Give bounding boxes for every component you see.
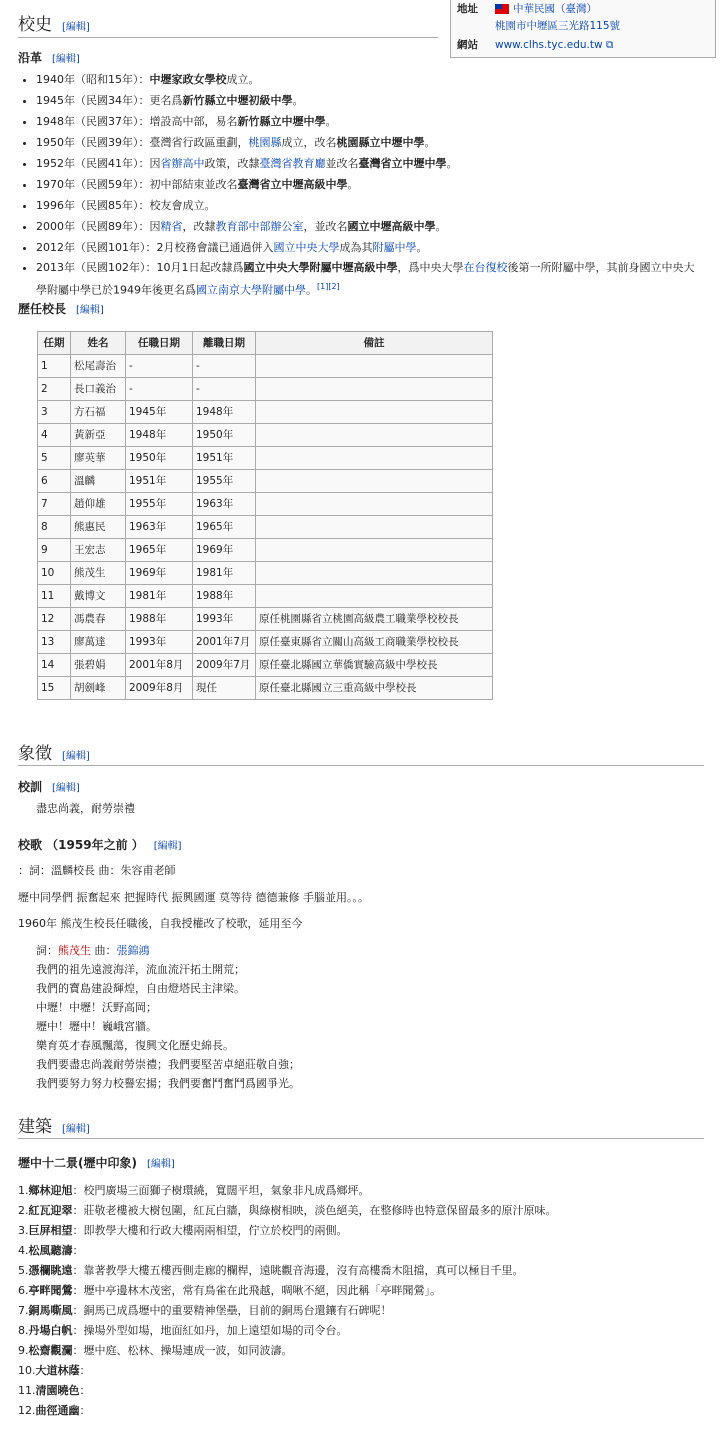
list-item (18, 1301, 557, 1321)
table-cell: 1969年 (193, 539, 256, 562)
scene-name: 憑欄眺遠 (28, 1264, 73, 1277)
item-number: 2. (18, 1204, 29, 1217)
table-cell: - (126, 355, 193, 378)
scene-description: ： (79, 1364, 91, 1377)
scene-name: 紅瓦迎翠 (28, 1204, 73, 1217)
table-cell: 1 (38, 355, 71, 378)
lyric-line: 我們的寶島建設輝煌，自由燈塔民主津梁。 (36, 982, 245, 995)
column-header: 離職日期 (193, 332, 256, 355)
table-cell (256, 470, 493, 493)
infobox-address-row (457, 1, 709, 35)
scene-description: ：壢中庭、松林、操場連成一波，如同波濤。 (72, 1344, 293, 1357)
table-cell (256, 539, 493, 562)
table-cell: 2009年7月 (193, 654, 256, 677)
section-title-song: 校歌 （1959年之前 ） [編輯] (18, 838, 182, 852)
table-cell: 1969年 (126, 562, 193, 585)
table-cell: 15 (38, 677, 71, 700)
table-cell: 原任臺東縣省立關山高級工商職業學校校長 (256, 631, 493, 654)
edit-link[interactable]: [編輯] (52, 783, 80, 794)
table-cell: 6 (38, 470, 71, 493)
table-cell (256, 493, 493, 516)
table-cell: 1988年 (126, 608, 193, 631)
item-number: 10. (18, 1364, 36, 1377)
list-item: • 2000年（民國89年）：因精省，改隸教育部中部辦公室，並改名國立中壢高級中學。 (36, 216, 696, 237)
infobox-address-label: 地址 (457, 3, 478, 15)
table-row (38, 562, 493, 585)
table-cell: - (193, 355, 256, 378)
table-row (38, 378, 493, 401)
table-cell: 1963年 (193, 493, 256, 516)
lyric-line: 我們要盡忠尚義耐勞崇禮；我們要堅苦卓絕莊敬自強； (36, 1058, 300, 1071)
link[interactable]: 在台復校 (463, 261, 508, 274)
edit-link[interactable]: [編輯] (146, 1159, 175, 1170)
link[interactable]: 附屬中學 (372, 241, 417, 254)
scene-description: ：即教學大樓和行政大樓兩兩相望，佇立於校門的兩側。 (72, 1224, 348, 1237)
section-title-history: 校史 [編輯] (18, 15, 90, 35)
table-cell: 現任 (193, 677, 256, 700)
song-lyrics (36, 941, 300, 1093)
scene-description: ：操場外型如場，地面紅如丹，加上遠望如場的司令台。 (72, 1324, 348, 1337)
table-cell: 馮農春 (71, 608, 126, 631)
table-cell: 3 (38, 401, 71, 424)
infobox-website-row (457, 37, 709, 54)
scene-name: 大道林蔭 (35, 1364, 80, 1377)
scene-description: ：莊敬老樓被大樹包圍，紅瓦白牆，與綠樹相映，淡色絕美，在整修時也特意保留最多的原汁原味。 (72, 1204, 557, 1217)
edit-link[interactable]: [編輯] (62, 22, 90, 33)
infobox (450, 0, 716, 58)
lyric-line: 樂育英才春風飄蕩，復興文化歷史綿長。 (36, 1039, 234, 1052)
table-cell: 8 (38, 516, 71, 539)
table-cell (256, 516, 493, 539)
scene-description: ：銅馬已成爲壢中的重要精神堡壘，目前的銅馬台還鑲有石碑呢！ (72, 1304, 392, 1317)
table-cell: 1948年 (193, 401, 256, 424)
list-item (18, 1401, 557, 1421)
table-cell: 1988年 (193, 585, 256, 608)
link[interactable]: 桃園縣 (248, 136, 282, 149)
composer-link[interactable]: 張錦鴻 (116, 944, 150, 957)
country-link[interactable]: 中華民國（臺灣） (513, 3, 597, 15)
item-number: 3. (18, 1224, 29, 1237)
table-cell: - (193, 378, 256, 401)
list-item (18, 1221, 557, 1241)
link[interactable]: 國立中央大學 (273, 241, 340, 254)
table-cell: 廖萬達 (71, 631, 126, 654)
song-note: 1960年 熊茂生校長任職後，自我授權改了校歌，延用至今 (18, 917, 303, 930)
lyric-line: 壢中！壢中！巍峨宮牆。 (36, 1020, 157, 1033)
link[interactable]: 精省 (160, 220, 183, 233)
list-item: • 1952年（民國41年）：因省辦高中政策，改隸臺灣省教育廳並改名臺灣省立中壢中學。 (36, 153, 696, 174)
table-cell: 1955年 (126, 493, 193, 516)
scene-name: 銅馬嘶風 (28, 1304, 73, 1317)
column-header: 備註 (256, 332, 493, 355)
table-header-row (38, 332, 493, 355)
scenery-list (18, 1181, 557, 1421)
scene-name: 巨屏相望 (28, 1224, 73, 1237)
section-title-evolution: 沿革 [編輯] (18, 51, 80, 65)
link[interactable]: 國立南京大學附屬中學 (196, 283, 306, 297)
column-header: 姓名 (71, 332, 126, 355)
table-cell: - (126, 378, 193, 401)
link[interactable]: 省辦高中 (160, 157, 205, 170)
list-item: • 1945年（民國34年）：更名爲新竹縣立中壢初級中學。 (36, 90, 696, 111)
table-cell: 方石福 (71, 401, 126, 424)
item-number: 9. (18, 1344, 29, 1357)
table-cell: 1965年 (126, 539, 193, 562)
edit-link[interactable]: [編輯] (76, 305, 104, 316)
song-credit-new: 詞：熊茂生 曲：張錦鴻 (36, 944, 150, 957)
table-cell: 1993年 (126, 631, 193, 654)
table-cell: 1981年 (193, 562, 256, 585)
item-number: 11. (18, 1384, 36, 1397)
history-list (22, 69, 696, 300)
infobox-website-label: 網站 (457, 38, 478, 51)
song-credit-old: ：詞：溫麟校長 曲：朱容甫老師 (18, 864, 176, 877)
table-cell: 2001年8月 (126, 654, 193, 677)
table-cell (256, 562, 493, 585)
edit-link[interactable]: [編輯] (62, 751, 90, 762)
table-cell: 胡劍峰 (71, 677, 126, 700)
list-item (18, 1361, 557, 1381)
lyric-line: 中壢！中壢！沃野高岡； (36, 1001, 157, 1014)
table-cell: 1965年 (193, 516, 256, 539)
table-row (38, 677, 493, 700)
table-row (38, 401, 493, 424)
table-cell: 1945年 (126, 401, 193, 424)
table-cell: 松尾壽治 (71, 355, 126, 378)
table-cell: 9 (38, 539, 71, 562)
table-cell: 廖英華 (71, 447, 126, 470)
table-row (38, 654, 493, 677)
table-cell: 10 (38, 562, 71, 585)
table-cell: 1951年 (193, 447, 256, 470)
scene-name: 清園曉色 (35, 1384, 80, 1397)
list-item (18, 1341, 557, 1361)
lyric-line: 我們要努力努力校譽宏揚；我們要奮鬥奮鬥爲國爭光。 (36, 1077, 300, 1090)
scene-name: 鄉林迎旭 (28, 1184, 73, 1197)
table-cell: 王宏志 (71, 539, 126, 562)
scene-name: 松齋觀瀾 (28, 1344, 73, 1357)
table-cell: 1981年 (126, 585, 193, 608)
website-link[interactable]: www.clhs.tyc.edu.tw (495, 38, 603, 51)
item-number: 12. (18, 1404, 36, 1417)
table-cell: 7 (38, 493, 71, 516)
motto-text: 盡忠尚義，耐勞崇禮 (36, 802, 135, 815)
principals-table (37, 331, 493, 700)
list-item: • 2012年（民國101年）：2月校務會議已通過併入國立中央大學成為其附屬中學。 (36, 237, 696, 258)
list-item (18, 1381, 557, 1401)
table-row (38, 447, 493, 470)
list-item (18, 1261, 557, 1281)
table-cell: 1950年 (126, 447, 193, 470)
link[interactable]: 教育部中部辦公室 (215, 220, 304, 233)
scene-description: ：靠著教學大樓五樓西側走廊的欄桿，遠眺觀音海邊，沒有高樓喬木阻擋，真可以極目千里。 (72, 1264, 524, 1277)
table-cell: 熊茂生 (71, 562, 126, 585)
city-link[interactable]: 桃園市中壢區三光路115號 (495, 19, 621, 32)
item-number: 6. (18, 1284, 29, 1297)
table-cell: 1993年 (193, 608, 256, 631)
item-number: 4. (18, 1244, 29, 1257)
list-item: • 2013年（民國102年）：10月1日起改隸爲國立中央大學附屬中壢高級中學，爲中央大學在台復校後第一所附屬中學，其前身國立中央大學附屬中學已於1949年後更名爲國立南京大學附屬中學。[1][2] (36, 258, 696, 300)
table-cell: 1950年 (193, 424, 256, 447)
list-item: • 1996年（民國85年）：校友會成立。 (36, 195, 696, 216)
divider (18, 765, 704, 766)
list-item (18, 1181, 557, 1201)
principals-table-body (38, 355, 493, 700)
table-cell: 原任臺北縣國立三重高級中學校長 (256, 677, 493, 700)
table-cell: 溫麟 (71, 470, 126, 493)
column-header: 任職日期 (126, 332, 193, 355)
table-row (38, 424, 493, 447)
table-cell: 14 (38, 654, 71, 677)
table-cell: 趙仰雄 (71, 493, 126, 516)
section-title-symbols: 象徵 [編輯] (18, 744, 90, 764)
table-cell: 2001年7月 (193, 631, 256, 654)
scene-description: ： (79, 1384, 91, 1397)
table-cell: 2009年8月 (126, 677, 193, 700)
table-cell: 黃新亞 (71, 424, 126, 447)
table-cell: 1963年 (126, 516, 193, 539)
table-cell (256, 585, 493, 608)
table-cell (256, 378, 493, 401)
table-row (38, 516, 493, 539)
scene-description: ： (79, 1404, 91, 1417)
edit-link[interactable]: [編輯] (62, 1124, 90, 1135)
list-item: • 1950年（民國39年）：臺灣省行政區重劃，桃園縣成立，改名桃園縣立中壢中學。 (36, 132, 696, 153)
author-link[interactable]: 熊茂生 (58, 944, 91, 957)
table-cell: 熊惠民 (71, 516, 126, 539)
edit-link[interactable]: [編輯] (52, 54, 80, 65)
item-number: 7. (18, 1304, 29, 1317)
list-item: • 1948年（民國37年）：增設高中部，易名新竹縣立中壢中學。 (36, 111, 696, 132)
scene-name: 亭畔聞鶯 (28, 1284, 73, 1297)
item-number: 1. (18, 1184, 29, 1197)
list-item (18, 1201, 557, 1221)
table-cell: 1948年 (126, 424, 193, 447)
divider (18, 37, 438, 38)
external-link-icon: ⧉ (605, 38, 614, 51)
scene-name: 曲徑通幽 (35, 1404, 80, 1417)
table-row (38, 539, 493, 562)
table-cell (256, 355, 493, 378)
column-header: 任期 (38, 332, 71, 355)
table-cell: 長口義治 (71, 378, 126, 401)
table-row (38, 631, 493, 654)
table-cell: 5 (38, 447, 71, 470)
table-cell: 2 (38, 378, 71, 401)
item-number: 5. (18, 1264, 29, 1277)
edit-link[interactable]: [編輯] (153, 841, 182, 852)
roc-flag-icon (495, 4, 509, 14)
table-cell: 原任桃園縣省立桃園高級農工職業學校校長 (256, 608, 493, 631)
table-cell: 戴博文 (71, 585, 126, 608)
table-cell: 4 (38, 424, 71, 447)
table-cell: 張碧娟 (71, 654, 126, 677)
list-item: • 1970年（民國59年）：初中部結束並改名臺灣省立中壢高級中學。 (36, 174, 696, 195)
table-cell (256, 447, 493, 470)
table-cell (256, 424, 493, 447)
section-title-motto: 校訓 [編輯] (18, 780, 80, 794)
table-row (38, 355, 493, 378)
list-item (18, 1281, 557, 1301)
table-row (38, 585, 493, 608)
section-title-principals: 歷任校長 [編輯] (18, 302, 104, 316)
table-row (38, 493, 493, 516)
scene-name: 松風聽濤 (28, 1244, 73, 1257)
table-row (38, 608, 493, 631)
section-title-scenery: 壢中十二景(壢中印象) [編輯] (18, 1156, 175, 1170)
scene-name: 丹場白帆 (28, 1324, 73, 1337)
song-lyric-old: 壢中同學們 振奮起來 把握時代 振興國運 莫等待 德德兼修 手腦並用。。。 (18, 891, 369, 904)
table-cell (256, 401, 493, 424)
list-item (18, 1241, 557, 1261)
table-cell: 12 (38, 608, 71, 631)
citation-link[interactable]: [1][2] (317, 282, 340, 291)
table-cell: 1951年 (126, 470, 193, 493)
scene-description: ：壢中亭邊林木茂密，常有鳥雀在此飛越，啁啾不絕，因此稱「亭畔聞鶯」。 (72, 1284, 441, 1297)
link[interactable]: 臺灣省教育廳 (259, 157, 326, 170)
table-cell: 原任臺北縣國立華僑實驗高級中學校長 (256, 654, 493, 677)
table-cell: 1955年 (193, 470, 256, 493)
table-row (38, 470, 493, 493)
item-number: 8. (18, 1324, 29, 1337)
table-cell: 11 (38, 585, 71, 608)
lyric-line: 我們的祖先遠渡海洋，流血流汗拓土開荒； (36, 963, 245, 976)
scene-description: ： (72, 1244, 84, 1257)
section-title-building: 建築 [編輯] (18, 1117, 90, 1137)
scene-description: ：校門廣場三面獅子樹環繞，寬闊平坦，氣象非凡成爲鄉坪。 (72, 1184, 370, 1197)
table-cell: 13 (38, 631, 71, 654)
list-item: • 1940年（昭和15年）：中壢家政女學校成立。 (36, 69, 696, 90)
divider (18, 1138, 704, 1139)
list-item (18, 1321, 557, 1341)
